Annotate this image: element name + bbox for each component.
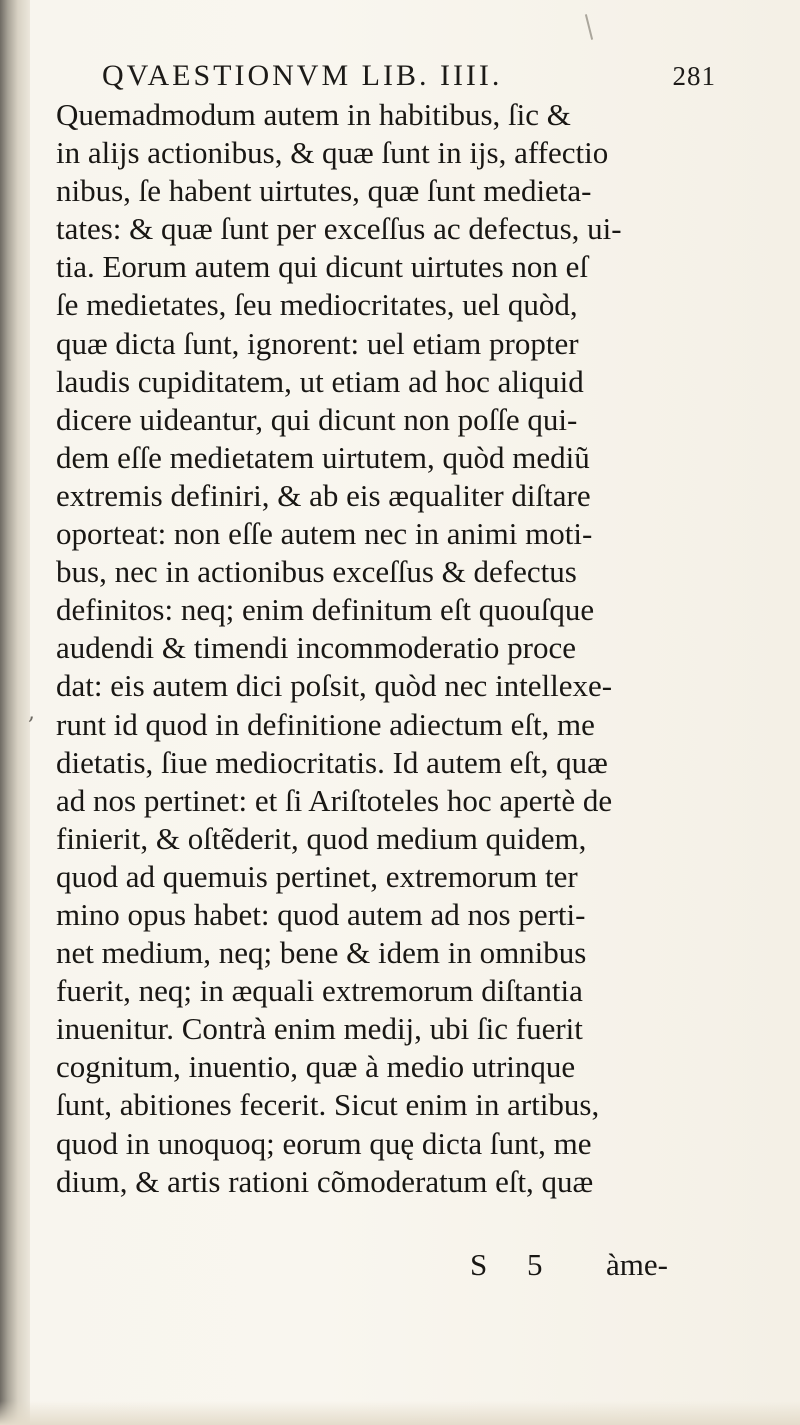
text-line: definitos: neq; enim definitum eſt quouſque xyxy=(56,592,595,628)
text-line: dium, & artis rationi cõmoderatum eſt, quæ xyxy=(56,1163,594,1199)
text-line: audendi & timendi incommoderatio proce xyxy=(56,630,576,666)
page-number: 281 xyxy=(672,60,716,91)
text-line: quod in unoquoq; eorum quę dicta ſunt, me xyxy=(56,1125,592,1161)
text-line: bus, nec in actionibus exceſſus & defectus xyxy=(56,554,577,590)
text-line: dat: eis autem dici poſsit, quòd nec intellexe- xyxy=(56,668,613,704)
text-line: dietatis, ſiue mediocritatis. Id autem eſt, quæ xyxy=(56,744,608,780)
text-line: Quemadmodum autem in habitibus, ſic & xyxy=(56,97,571,132)
running-head xyxy=(102,58,716,94)
text-line: cognitum, inuentio, quæ à medio utrinque xyxy=(56,1049,576,1085)
signature-mark: S 5 xyxy=(470,1247,559,1282)
text-line: mino opus habet: quod autem ad nos perti- xyxy=(56,896,586,932)
text-line: fuerit, neq; in æquali extremorum diſtantia xyxy=(56,973,583,1009)
page-footer xyxy=(470,1245,706,1285)
text-line: tates: & quæ ſunt per exceſſus ac defectus, ui- xyxy=(56,211,622,247)
text-line: inuenitur. Contrà enim medij, ubi ſic fuerit xyxy=(56,1011,583,1047)
text-line: ſunt, abitiones fecerit. Sicut enim in artibus, xyxy=(56,1087,600,1123)
text-line: dem eſſe medietatem uirtutem, quòd mediũ xyxy=(56,439,590,475)
text-line: ad nos pertinet: et ſi Ariſtoteles hoc apertè de xyxy=(56,782,613,818)
page-bottom-shadow xyxy=(0,1401,800,1425)
ink-mark xyxy=(585,14,593,40)
margin-mark: , xyxy=(28,700,35,725)
text-line: laudis cupiditatem, ut etiam ad hoc aliquid xyxy=(56,363,584,399)
text-line: tia. Eorum autem qui dicunt uirtutes non eſ xyxy=(56,249,589,285)
text-line: runt id quod in definitione adiectum eſt, me xyxy=(56,706,595,742)
body-text xyxy=(56,96,706,1246)
text-line: finierit, & oſtẽderit, quod medium quidem, xyxy=(56,820,587,856)
text-line: nibus, ſe habent uirtutes, quæ ſunt medieta- xyxy=(56,173,592,209)
text-line: ſe medietates, ſeu mediocritates, uel quòd, xyxy=(56,287,578,323)
catchword: àme- xyxy=(606,1247,668,1282)
text-line: extremis definiri, & ab eis æqualiter diſtare xyxy=(56,477,591,513)
page-binding-edge xyxy=(0,0,30,1425)
text-line: oporteat: non eſſe autem nec in animi moti- xyxy=(56,516,593,552)
text-line: net medium, neq; bene & idem in omnibus xyxy=(56,935,587,971)
running-head-title: QVAESTIONVM LIB. IIII. xyxy=(102,59,503,92)
text-line: quod ad quemuis pertinet, extremorum ter xyxy=(56,858,578,894)
text-line: quæ dicta ſunt, ignorent: uel etiam propter xyxy=(56,325,579,361)
text-line: dicere uideantur, qui dicunt non poſſe qui- xyxy=(56,401,578,437)
text-line: in alijs actionibus, & quæ ſunt in ijs, affectio xyxy=(56,135,609,171)
